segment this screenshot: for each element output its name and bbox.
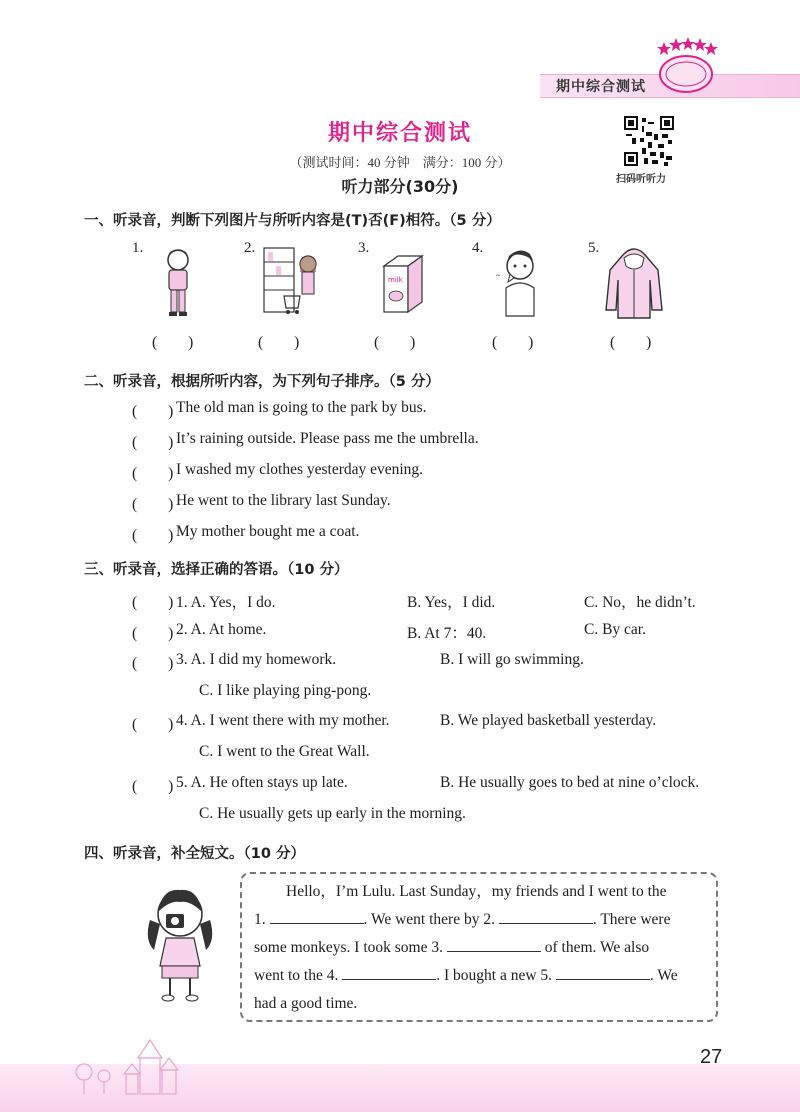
passage-segment: . I bought a new 5. xyxy=(436,967,553,984)
q5-option-a[interactable]: 5. A. He often stays up late. xyxy=(176,774,348,791)
item1-answer-blank[interactable]: ( ) xyxy=(152,334,194,351)
q2-option-a[interactable]: 2. A. At home. xyxy=(176,621,267,638)
q3-answer-blank[interactable]: ( ) xyxy=(132,655,174,672)
q1-option-a[interactable]: 1. A. Yes，I do. xyxy=(176,594,276,611)
passage-segment: . There were xyxy=(592,911,671,928)
svg-text:~: ~ xyxy=(496,271,501,280)
milk-carton-icon xyxy=(378,252,428,316)
order-blank-1[interactable]: ( ) xyxy=(132,403,174,420)
q3-option-b[interactable]: B. I will go swimming. xyxy=(440,651,584,668)
q2-answer-blank[interactable]: ( ) xyxy=(132,625,174,642)
boy-coughing-icon xyxy=(494,248,544,320)
q2-option-c[interactable]: C. By car. xyxy=(584,621,646,638)
passage-segment: some monkeys. I took some 3. xyxy=(254,939,443,956)
q1-answer-blank[interactable]: ( ) xyxy=(132,594,174,611)
order-blank-4[interactable]: ( ) xyxy=(132,496,174,513)
blank-4-field[interactable] xyxy=(342,965,436,980)
section3-heading: 三、听录音，选择正确的答语。（10 分） xyxy=(84,562,349,578)
q5-option-b[interactable]: B. He usually goes to bed at nine o’clock. xyxy=(440,774,700,791)
q3-option-a[interactable]: 3. A. I did my homework. xyxy=(176,651,337,668)
page-number: 27 xyxy=(700,1046,723,1068)
item5-answer-blank[interactable]: ( ) xyxy=(610,334,652,351)
q4-answer-blank[interactable]: ( ) xyxy=(132,716,174,733)
q1-option-c[interactable]: C. No，he didn’t. xyxy=(584,594,696,611)
q1-option-b[interactable]: B. Yes，I did. xyxy=(407,594,496,611)
passage-segment: . We went there by 2. xyxy=(363,911,495,928)
blank-1-field[interactable] xyxy=(270,909,364,924)
blank-5-field[interactable] xyxy=(556,965,650,980)
passage-segment: went to the 4. xyxy=(254,967,339,984)
sentence-4: He went to the library last Sunday. xyxy=(176,492,391,509)
hooded-coat-icon xyxy=(604,246,664,320)
item5-number: 5. xyxy=(588,240,600,256)
q4-option-a[interactable]: 4. A. I went there with my mother. xyxy=(176,712,390,729)
q4-option-c[interactable]: C. I went to the Great Wall. xyxy=(199,743,370,760)
passage-line-1: Hello，I’m Lulu. Last Sunday，my friends and I went to the xyxy=(286,883,667,900)
q4-option-b[interactable]: B. We played basketball yesterday. xyxy=(440,712,657,729)
q5-answer-blank[interactable]: ( ) xyxy=(132,778,174,795)
order-blank-5[interactable]: ( ) xyxy=(132,527,174,544)
blank-2-field[interactable] xyxy=(499,909,593,924)
passage-line-3 xyxy=(254,934,706,962)
section4-heading: 四、听录音，补全短文。（10 分） xyxy=(84,846,305,862)
passage-segment: of them. We also xyxy=(544,939,650,956)
q5-option-c[interactable]: C. He usually gets up early in the morning. xyxy=(199,805,466,822)
castle-decoration-icon xyxy=(70,1028,190,1098)
header-label: 期中综合测试 xyxy=(556,79,646,95)
item4-number: 4. xyxy=(472,240,484,256)
sentence-5: My mother bought me a coat. xyxy=(176,523,360,540)
item3-number: 3. xyxy=(358,240,370,256)
boy-standing-icon xyxy=(158,246,198,322)
passage-line-5: had a good time. xyxy=(254,995,358,1012)
blank-3-field[interactable] xyxy=(447,937,541,952)
qr-code-icon[interactable] xyxy=(624,116,674,166)
passage-line-4 xyxy=(254,962,706,990)
page-title: 期中综合测试 xyxy=(327,121,472,146)
qr-label: 扫码听听力 xyxy=(616,174,666,185)
girl-with-camera-icon xyxy=(140,880,220,1006)
q3-option-c[interactable]: C. I like playing ping-pong. xyxy=(199,682,372,699)
passage-text xyxy=(254,878,706,1018)
item2-answer-blank[interactable]: ( ) xyxy=(258,334,300,351)
section2-heading: 二、听录音，根据所听内容，为下列句子排序。（5 分） xyxy=(84,374,440,390)
item3-answer-blank[interactable]: ( ) xyxy=(374,334,416,351)
order-blank-3[interactable]: ( ) xyxy=(132,465,174,482)
supermarket-shopping-icon xyxy=(260,244,324,320)
order-blank-2[interactable]: ( ) xyxy=(132,434,174,451)
blank-1-label: 1. xyxy=(254,911,266,928)
sentence-3: I washed my clothes yesterday evening. xyxy=(176,461,424,478)
passage-segment: . We xyxy=(649,967,678,984)
svg-text:milk: milk xyxy=(388,276,403,284)
item1-number: 1. xyxy=(132,240,144,256)
sentence-2: It’s raining outside. Please pass me the umbrella. xyxy=(176,430,479,447)
item4-answer-blank[interactable]: ( ) xyxy=(492,334,534,351)
section1-heading: 一、听录音，判断下列图片与所听内容是(T)否(F)相符。（5 分） xyxy=(84,213,501,229)
passage-line-2 xyxy=(254,906,706,934)
sentence-1: The old man is going to the park by bus. xyxy=(176,399,427,416)
item2-number: 2. xyxy=(244,240,256,256)
q2-option-b[interactable]: B. At 7：40. xyxy=(407,625,487,642)
test-info: （测试时间：40 分钟 满分：100 分） xyxy=(289,155,511,170)
crown-badge-icon xyxy=(650,34,720,96)
part-title: 听力部分(30分) xyxy=(341,177,459,196)
